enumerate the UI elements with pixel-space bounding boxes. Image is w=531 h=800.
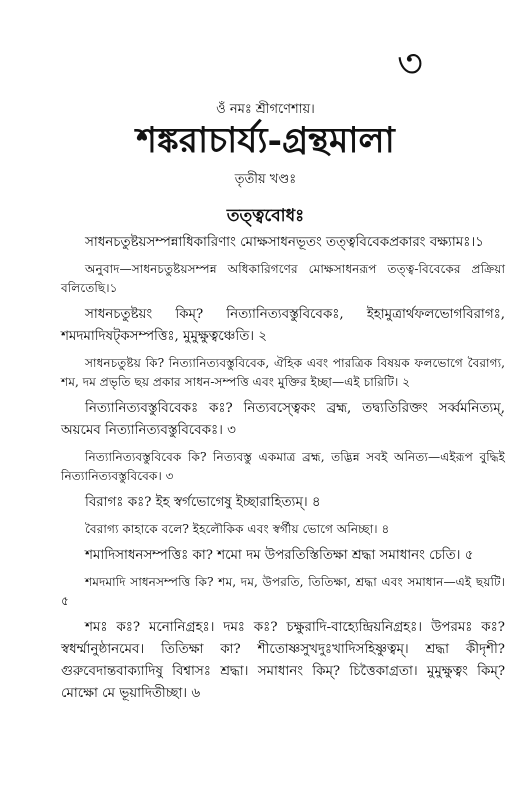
translation-4: বৈরাগ্য কাহাকে বলে? ইহলৌকিক এবং স্বর্গীয় ভোগে অনিচ্ছা। ৪ [85,522,390,536]
work-title: তত্ত্ববোধঃ [226,206,305,226]
page-number: ৩ [396,41,423,87]
text-body [61,232,505,711]
translation-2: সাধনচতুষ্টয় কি? নিত্যানিত্যবস্তুবিবেক, ঐহিক এবং পারত্রিক বিষয়ক ফলভোগে বৈরাগ্য, শম, দম প্রভৃতি ছয় প্রকার সাধন-সম্পত্তি এবং মুক্তির ইচ্ছা—এই চারিটি। ২ [61,356,505,389]
translation-5: শমদমাদি সাধনসম্পত্তি কি? শম, দম, উপরতি, তিতিক্ষা, শ্রদ্ধা এবং সমাধান—এই ছয়টি। ৫ [61,575,505,608]
verse-3: নিত্যানিত্যবস্তুবিবেকঃ কঃ? নিত্যবস্ত্বেকং ব্রহ্ম, তদ্ব্যতিরিক্তং সর্ব্বমনিত্যম্, অয়মেব নিত্যানিত্যবস্তুবিবেকঃ। ৩ [61,401,505,438]
invocation: ওঁ নমঃ শ্রীগণেশায়। [216,102,315,117]
volume-label: তৃতীয় খণ্ডঃ [234,172,297,187]
verse-6: শমঃ কঃ? মনোনিগ্রহঃ। দমঃ কঃ? চক্ষুরাদি-বাহ্যেন্দ্রিয়নিগ্রহঃ। উপরমঃ কঃ? স্বধর্ম্মানুষ্ঠানমেব। তিতিক্ষা কা? শীতোষ্ণসুখদুঃখাদিসহিষ্ণুত্বম্। শ্রদ্ধা কীদৃশী? গুরুবেদান্তবাক্যাদিষু বিশ্বাসঃ শ্রদ্ধা। সমাধানং কিম্? চিত্তৈকাগ্রতা। মুমুক্ষুত্বং কিম্? মোক্ষো মে ভূয়াদিতীচ্ছা। ৬ [61,620,505,701]
series-title: শঙ্করাচার্য্য-গ্রন্থমালা [136,120,395,161]
verse-5: শমাদিসাধনসম্পত্তিঃ কা? শমো দম উপরতিস্তিতিক্ষা শ্রদ্ধা সমাধানং চেতি। ৫ [85,548,474,563]
translation-3: নিত্যানিত্যবস্তুবিবেক কি? নিত্যবস্তু একমাত্র ব্রহ্ম, তদ্ভিন্ন সবই অনিত্য—এইরূপ বুদ্ধিই নিত্যানিত্যবস্তুবিবেক। ৩ [61,450,505,483]
verse-2: সাধনচতুষ্টয়ং কিম্? নিত্যানিত্যবস্তুবিবেকঃ, ইহামুত্রার্থফলভোগবিরাগঃ, শমদমাদিষট্‌কসম্পত্তিঃ, মুমুক্ষুত্বঞ্চেতি। ২ [61,307,505,344]
verse-4: বিরাগঃ কঃ? ইহ স্বর্গভোগেষু ইচ্ছারাহিত্যম্। ৪ [85,495,321,510]
translation-1: অনুবাদ—সাধনচতুষ্টয়সম্পন্ন অধিকারিগণের মোক্ষসাধনরূপ তত্ত্ব-বিবেকের প্রক্রিয়া বলিতেছি।১ [61,262,505,295]
verse-1: সাধনচতুষ্টয়সম্পন্নাধিকারিণাং মোক্ষসাধনভূতং তত্ত্ববিবেকপ্রকারং বক্ষ্যামঃ।১ [85,235,484,250]
